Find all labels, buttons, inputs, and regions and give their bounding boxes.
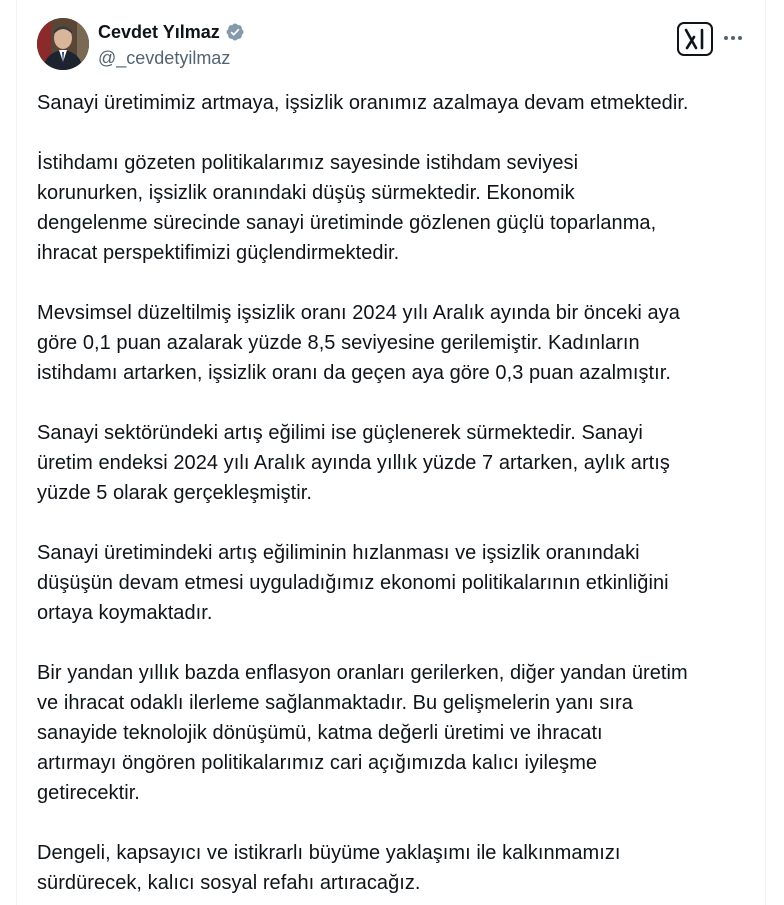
- verified-badge-icon[interactable]: [225, 22, 245, 42]
- post-paragraph: [37, 418, 749, 508]
- post-header: [37, 16, 747, 72]
- more-options-button[interactable]: [719, 24, 747, 52]
- post-paragraph: [37, 298, 749, 388]
- author-display-name[interactable]: Cevdet Yılmaz: [98, 21, 220, 42]
- author-names: [98, 20, 245, 69]
- post-text-line: düşüşün devam etmesi uyguladığımız ekonomi politikalarının etkinliğini: [37, 572, 669, 594]
- avatar-image: [37, 18, 89, 70]
- post-paragraph: [37, 88, 749, 118]
- post-text-line: istihdamı artarken, işsizlik oranı da geçen aya göre 0,3 puan azalmıştır.: [37, 362, 671, 384]
- post-paragraph: [37, 838, 749, 898]
- post-text-line: ortaya koymaktadır.: [37, 602, 213, 624]
- post-text-line: Bir yandan yıllık bazda enflasyon oranları gerilerken, diğer yandan üretim: [37, 662, 688, 684]
- grok-icon: [683, 28, 707, 50]
- post-text-line: göre 0,1 puan azalarak yüzde 8,5 seviyesine gerilemiştir. Kadınların: [37, 332, 640, 354]
- post-text-line: Sanayi üretimimiz artmaya, işsizlik oranımız azalmaya devam etmektedir.: [37, 92, 689, 114]
- post-text-line: getirecektir.: [37, 782, 140, 804]
- grok-button[interactable]: [677, 22, 713, 56]
- post-paragraph: [37, 538, 749, 628]
- post-text-line: ve ihracat odaklı ilerleme sağlanmaktadır. Bu gelişmelerin yanı sıra: [37, 692, 633, 714]
- post-text-line: ihracat perspektifimizi güçlendirmektedir.: [37, 242, 400, 264]
- post-text-line: Sanayi sektöründeki artış eğilimi ise güçlenerek sürmektedir. Sanayi: [37, 422, 643, 444]
- profile-avatar[interactable]: [37, 18, 89, 70]
- post-card: [16, 0, 766, 905]
- post-paragraph: [37, 148, 749, 268]
- post-text-line: dengelenme sürecinde sanayi üretiminde gözlenen güçlü toparlanma,: [37, 212, 657, 234]
- post-text-line: yüzde 5 olarak gerçekleşmiştir.: [37, 482, 312, 504]
- post-paragraph: [37, 658, 749, 808]
- post-text: [37, 88, 749, 898]
- post-text-line: Mevsimsel düzeltilmiş işsizlik oranı 2024 yılı Aralık ayında bir önceki aya: [37, 302, 680, 324]
- post-text-line: sürdürecek, kalıcı sosyal refahı artıracağız.: [37, 872, 421, 894]
- post-text-line: üretim endeksi 2024 yılı Aralık ayında yıllık yüzde 7 artarken, aylık artış: [37, 452, 670, 474]
- post-text-line: Sanayi üretimindeki artış eğiliminin hızlanması ve işsizlik oranındaki: [37, 542, 640, 564]
- post-text-line: artırmayı öngören politikalarımız cari açığımızda kalıcı iyileşme: [37, 752, 598, 774]
- post-text-line: korunurken, işsizlik oranındaki düşüş sürmektedir. Ekonomik: [37, 182, 575, 204]
- display-name-row: [98, 20, 245, 44]
- post-text-line: sanayide teknolojik dönüşümü, katma değerli üretimi ve ihracatı: [37, 722, 603, 744]
- post-text-line: Dengeli, kapsayıcı ve istikrarlı büyüme yaklaşımı ile kalkınmamızı: [37, 842, 621, 864]
- more-dots-icon: [723, 35, 743, 41]
- author-handle[interactable]: @_cevdetyilmaz: [98, 48, 231, 68]
- post-text-line: İstihdamı gözeten politikalarımız sayesinde istihdam seviyesi: [37, 152, 579, 174]
